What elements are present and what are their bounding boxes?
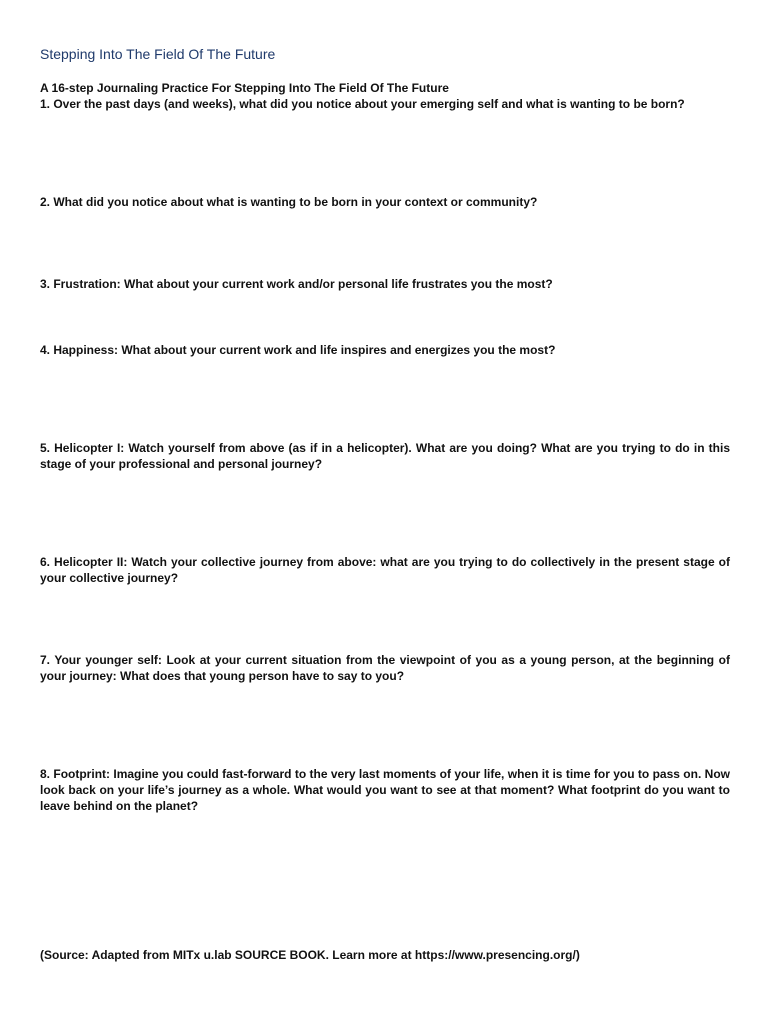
question-6: 6. Helicopter II: Watch your collective journey from above: what are you trying to do collectively in the present stage of your collective journey? xyxy=(40,555,730,585)
question-7: 7. Your younger self: Look at your current situation from the viewpoint of you as a young person, at the beginning of your journey: What does that young person have to say to you? xyxy=(40,653,730,683)
question-1: 1. Over the past days (and weeks), what did you notice about your emerging self and what is wanting to be born? xyxy=(40,97,685,111)
question-5: 5. Helicopter I: Watch yourself from above (as if in a helicopter). What are you doing? What are you trying to do in this stage of your professional and personal journey? xyxy=(40,441,730,471)
document-title: Stepping Into The Field Of The Future xyxy=(40,46,276,62)
source-note: (Source: Adapted from MITx u.lab SOURCE BOOK. Learn more at https://www.presencing.org/) xyxy=(40,948,580,962)
question-4: 4. Happiness: What about your current work and life inspires and energizes you the most? xyxy=(40,343,556,357)
question-3: 3. Frustration: What about your current work and/or personal life frustrates you the most? xyxy=(40,277,553,291)
question-2: 2. What did you notice about what is wanting to be born in your context or community? xyxy=(40,195,538,209)
document-subtitle: A 16-step Journaling Practice For Stepping Into The Field Of The Future xyxy=(40,81,449,95)
question-8: 8. Footprint: Imagine you could fast-forward to the very last moments of your life, when it is time for you to pass on. Now look back on your life’s journey as a whole. What would you want to see at that moment? What footprint do you want to leave behind on the planet? xyxy=(40,767,730,813)
